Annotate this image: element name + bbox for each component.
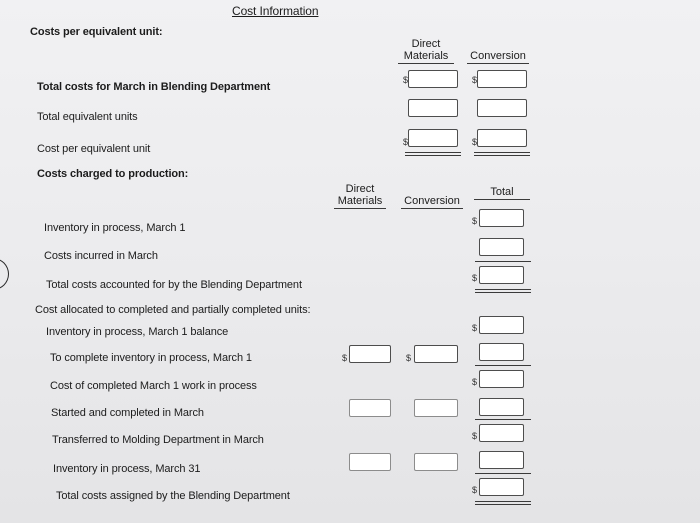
row-label-cost-completed-wip: Cost of completed March 1 work in process bbox=[50, 380, 257, 392]
row-label-total-costs-march: Total costs for March in Blending Department bbox=[37, 81, 271, 93]
cursor-arc-mark bbox=[0, 258, 9, 290]
conv-cost-per-eu-input[interactable] bbox=[477, 129, 527, 147]
currency-symbol: $ bbox=[472, 216, 478, 226]
row-label-to-complete-inventory: To complete inventory in process, March 1 bbox=[50, 352, 252, 364]
column-header-direct-materials: Direct Materials bbox=[398, 38, 454, 64]
dm-equivalent-units-input[interactable] bbox=[408, 99, 458, 117]
total-costs-incurred-input[interactable] bbox=[479, 238, 524, 256]
dm-total-costs-input[interactable] bbox=[408, 70, 458, 88]
double-underline bbox=[405, 152, 461, 156]
page-title: Cost Information bbox=[232, 4, 319, 18]
row-label-total-costs-assigned: Total costs assigned by the Blending Department bbox=[56, 490, 290, 502]
column-header-conversion: Conversion bbox=[467, 50, 529, 64]
subtotal-underline bbox=[475, 365, 531, 366]
dm-inventory-march-31-input[interactable] bbox=[349, 453, 391, 471]
total-inventory-march-31-input[interactable] bbox=[479, 451, 524, 469]
currency-symbol: $ bbox=[472, 75, 478, 85]
total-cost-completed-wip-input[interactable] bbox=[479, 370, 524, 388]
conv-total-costs-input[interactable] bbox=[477, 70, 527, 88]
currency-symbol: $ bbox=[403, 137, 409, 147]
currency-symbol: $ bbox=[472, 273, 478, 283]
currency-symbol: $ bbox=[403, 75, 409, 85]
conv-inventory-march-31-input[interactable] bbox=[414, 453, 458, 471]
currency-symbol: $ bbox=[472, 431, 478, 441]
conv-to-complete-input[interactable] bbox=[414, 345, 458, 363]
row-label-transferred-molding: Transferred to Molding Department in March bbox=[52, 434, 264, 446]
currency-symbol: $ bbox=[472, 485, 478, 495]
double-underline bbox=[475, 501, 531, 505]
subtotal-underline bbox=[475, 473, 531, 474]
currency-symbol: $ bbox=[342, 353, 348, 363]
total-transferred-input[interactable] bbox=[479, 424, 524, 442]
total-inventory-march-1-input[interactable] bbox=[479, 209, 524, 227]
row-label-total-costs-accounted: Total costs accounted for by the Blending Department bbox=[46, 279, 302, 291]
double-underline bbox=[474, 152, 530, 156]
row-label-inventory-balance: Inventory in process, March 1 balance bbox=[46, 326, 229, 338]
row-label-inventory-march-31: Inventory in process, March 31 bbox=[53, 463, 201, 475]
dm-started-completed-input[interactable] bbox=[349, 399, 391, 417]
section-heading-costs-per-eu: Costs per equivalent unit: bbox=[30, 26, 163, 38]
double-underline bbox=[475, 289, 531, 293]
total-to-complete-input[interactable] bbox=[479, 343, 524, 361]
column-header-direct-materials: Direct Materials bbox=[334, 183, 386, 209]
currency-symbol: $ bbox=[472, 377, 478, 387]
total-costs-assigned-input[interactable] bbox=[479, 478, 524, 496]
row-label-costs-incurred: Costs incurred in March bbox=[44, 250, 158, 262]
total-costs-accounted-input[interactable] bbox=[479, 266, 524, 284]
total-inventory-balance-input[interactable] bbox=[479, 316, 524, 334]
row-label-started-completed: Started and completed in March bbox=[51, 407, 204, 419]
section-heading-costs-charged: Costs charged to production: bbox=[37, 168, 189, 180]
subtotal-underline bbox=[475, 261, 531, 262]
conv-equivalent-units-input[interactable] bbox=[477, 99, 527, 117]
column-header-total: Total bbox=[474, 186, 530, 200]
row-label-inventory-march-1: Inventory in process, March 1 bbox=[44, 222, 186, 234]
row-label-cost-per-eu: Cost per equivalent unit bbox=[37, 143, 151, 155]
dm-cost-per-eu-input[interactable] bbox=[408, 129, 458, 147]
row-label-total-equivalent-units: Total equivalent units bbox=[37, 111, 138, 123]
total-started-completed-input[interactable] bbox=[479, 398, 524, 416]
dm-to-complete-input[interactable] bbox=[349, 345, 391, 363]
section-heading-cost-allocated: Cost allocated to completed and partially completed units: bbox=[35, 304, 311, 316]
column-header-conversion: Conversion bbox=[401, 195, 463, 209]
currency-symbol: $ bbox=[472, 323, 478, 333]
currency-symbol: $ bbox=[406, 353, 412, 363]
conv-started-completed-input[interactable] bbox=[414, 399, 458, 417]
subtotal-underline bbox=[475, 419, 531, 420]
currency-symbol: $ bbox=[472, 137, 478, 147]
